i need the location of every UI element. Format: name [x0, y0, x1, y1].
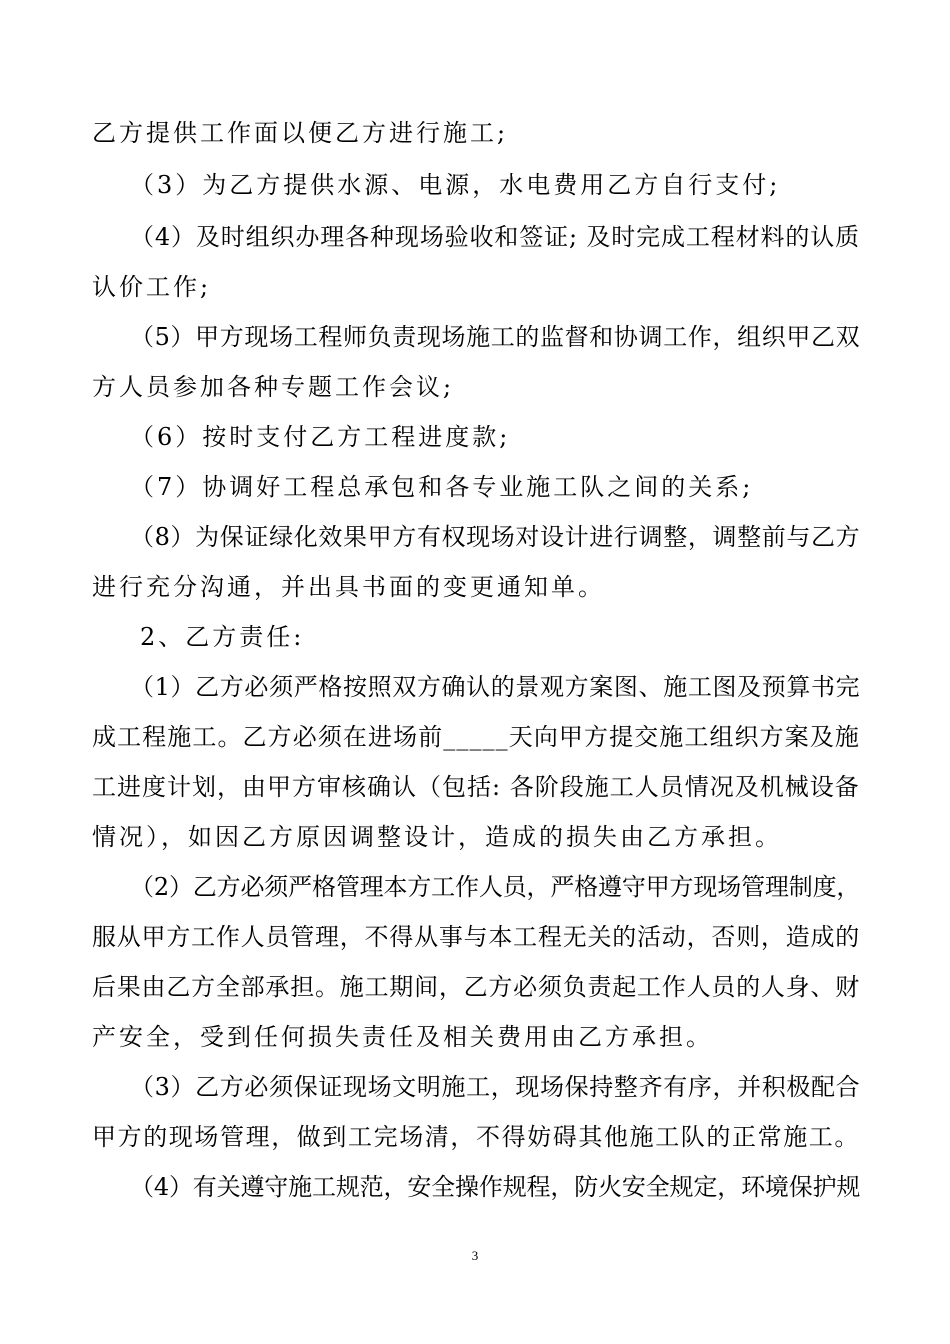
section-heading: 2、乙方责任:	[140, 623, 305, 651]
text-line: 工进度计划，由甲方审核确认（包括: 各阶段施工人员情况及机械设备	[92, 773, 860, 801]
text-line: （6）按时支付乙方工程进度款;	[130, 423, 511, 451]
text-line: （3）乙方必须保证现场文明施工，现场保持整齐有序，并积极配合	[130, 1073, 861, 1101]
text-line: （5）甲方现场工程师负责现场施工的监督和协调工作，组织甲乙双	[130, 323, 861, 351]
text-line: 产安全，受到任何损失责任及相关费用由乙方承担。	[92, 1023, 713, 1051]
text-line: 认价工作;	[92, 273, 212, 301]
text-line: 方人员参加各种专题工作会议;	[92, 373, 455, 401]
text-line: 甲方的现场管理，做到工完场清，不得妨碍其他施工队的正常施工。	[92, 1123, 860, 1151]
text-line: （1）乙方必须严格按照双方确认的景观方案图、施工图及预算书完	[130, 673, 861, 701]
text-line: （3）为乙方提供水源、电源，水电费用乙方自行支付;	[130, 171, 781, 199]
page-number: 3	[471, 1248, 479, 1263]
text-line: （7）协调好工程总承包和各专业施工队之间的关系;	[130, 473, 754, 501]
text-line: （8）为保证绿化效果甲方有权现场对设计进行调整，调整前与乙方	[130, 523, 861, 551]
text-line: （2）乙方必须严格管理本方工作人员，严格遵守甲方现场管理制度，	[130, 873, 861, 901]
text-line: （4）及时组织办理各种现场验收和签证; 及时完成工程材料的认质	[130, 223, 860, 251]
text-line: 后果由乙方全部承担。施工期间，乙方必须负责起工作人员的人身、财	[92, 973, 860, 1001]
text-line: 情况），如因乙方原因调整设计，造成的损失由乙方承担。	[92, 823, 782, 851]
text-line: 服从甲方工作人员管理，不得从事与本工程无关的活动，否则，造成的	[92, 923, 860, 951]
text-line: （4）有关遵守施工规范，安全操作规程，防火安全规定，环境保护规	[130, 1173, 861, 1201]
text-line: 乙方提供工作面以便乙方进行施工;	[92, 119, 509, 147]
text-line: 进行充分沟通，并出具书面的变更通知单。	[92, 573, 605, 601]
text-line: 成工程施工。乙方必须在进场前_____天向甲方提交施工组织方案及施	[92, 723, 860, 751]
